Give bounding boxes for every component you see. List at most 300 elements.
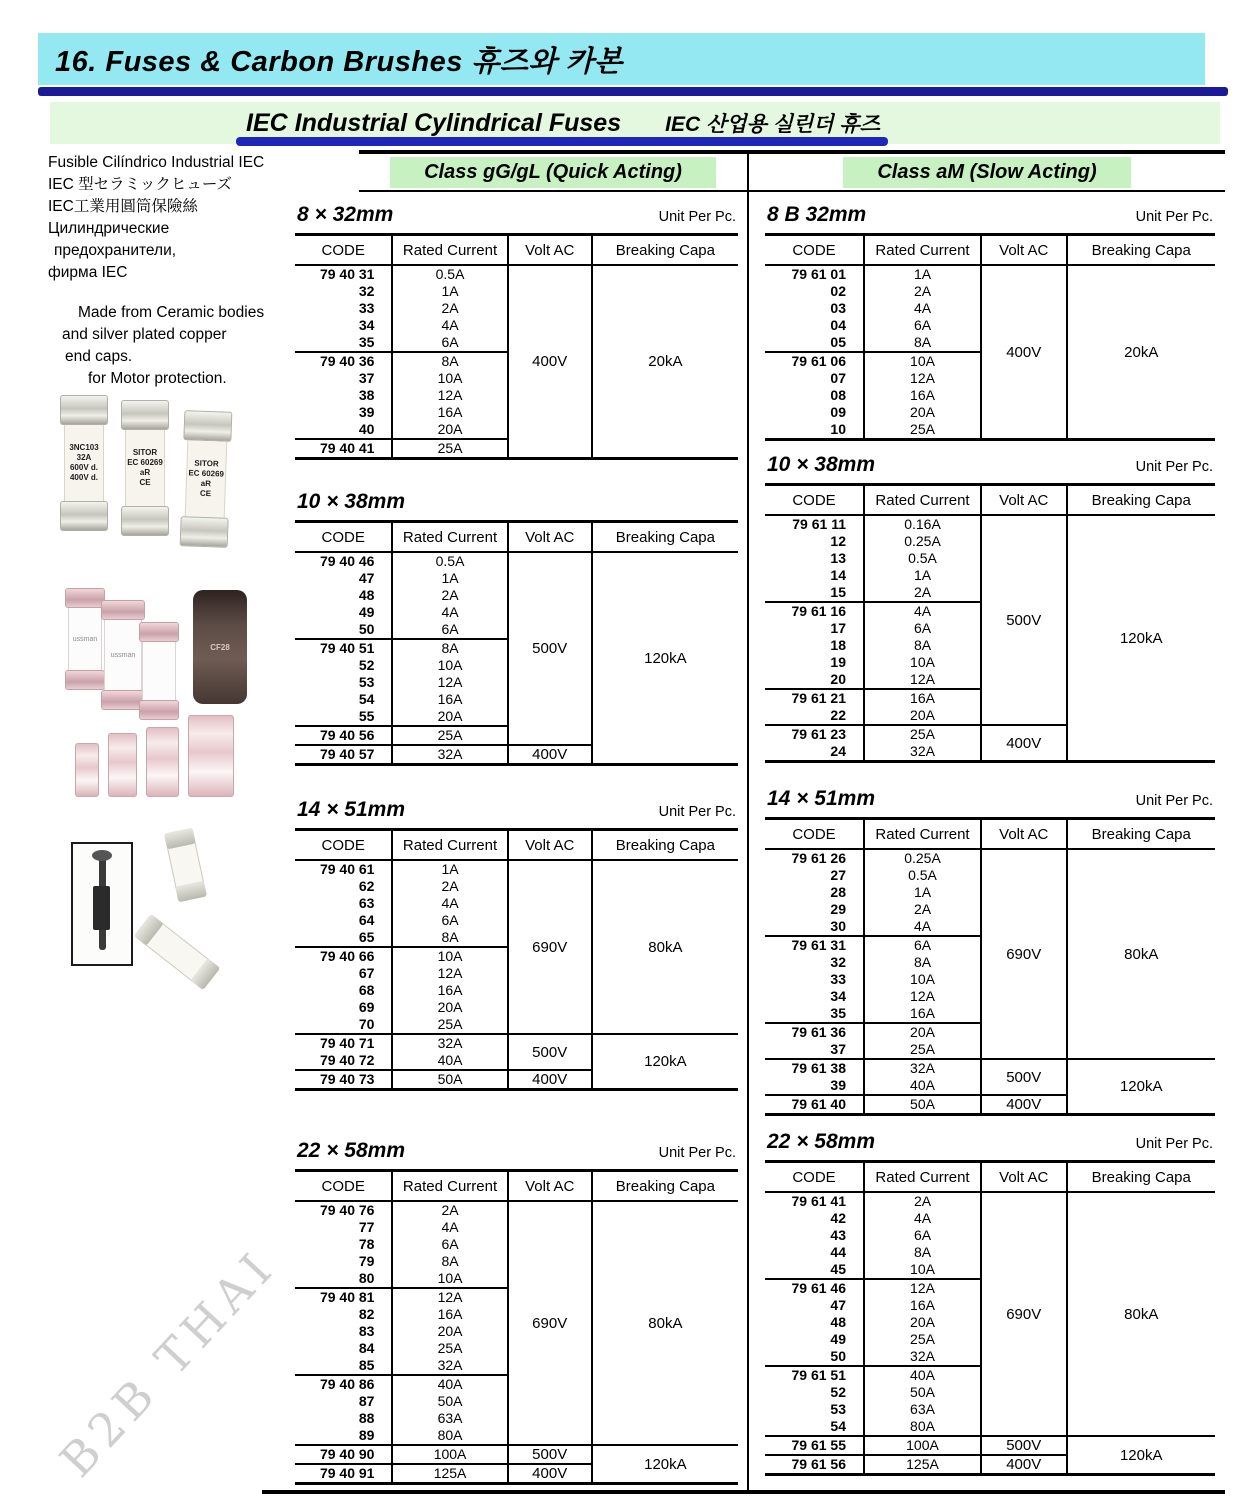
column-header: Rated Current bbox=[864, 235, 981, 266]
size-title: 8 × 32mm bbox=[297, 203, 394, 226]
code-cell: 54 bbox=[765, 1418, 864, 1436]
table-row bbox=[295, 860, 738, 878]
title-underline bbox=[236, 137, 888, 146]
rated-current-cell: 20A bbox=[864, 1314, 981, 1331]
rated-current-cell: 25A bbox=[864, 1331, 981, 1348]
rated-current-cell: 125A bbox=[864, 1455, 981, 1475]
unit-label: Unit Per Pc. bbox=[1135, 793, 1213, 809]
unit-label: Unit Per Pc. bbox=[1135, 209, 1213, 225]
rated-current-cell: 4A bbox=[392, 895, 507, 912]
fuse-photo-group-small bbox=[75, 715, 234, 797]
rated-current-cell: 0.16A bbox=[864, 515, 981, 533]
volt-ac-cell: 500V bbox=[508, 1034, 592, 1070]
rated-current-cell: 25A bbox=[864, 725, 981, 743]
rated-current-cell: 8A bbox=[392, 1253, 507, 1270]
column-header: Rated Current bbox=[864, 485, 981, 516]
table-header-row bbox=[765, 819, 1215, 850]
rated-current-cell: 20A bbox=[864, 1023, 981, 1041]
column-header: CODE bbox=[765, 235, 864, 266]
code-cell: 15 bbox=[765, 584, 864, 602]
rated-current-cell: 40A bbox=[864, 1077, 981, 1095]
rated-current-cell: 10A bbox=[864, 654, 981, 671]
code-cell: 77 bbox=[295, 1219, 392, 1236]
code-cell: 30 bbox=[765, 918, 864, 936]
rated-current-cell: 6A bbox=[864, 1227, 981, 1244]
table-header-row bbox=[765, 235, 1215, 266]
page-header-title: 16. Fuses & Carbon Brushes 휴즈와 카본 bbox=[55, 45, 623, 78]
rated-current-cell: 16A bbox=[864, 1005, 981, 1023]
size-section bbox=[295, 203, 738, 460]
size-section bbox=[765, 1130, 1215, 1476]
rated-current-cell: 25A bbox=[864, 1041, 981, 1059]
column-header: CODE bbox=[765, 1162, 864, 1193]
code-cell: 33 bbox=[295, 300, 392, 317]
class-header bbox=[359, 150, 747, 192]
code-cell: 67 bbox=[295, 965, 392, 982]
rated-current-cell: 4A bbox=[864, 602, 981, 620]
fuse-photo-siemens: 3NC103 32A 600V d. 400V d. bbox=[60, 395, 108, 531]
volt-ac-cell: 400V bbox=[508, 1070, 592, 1090]
sections-am bbox=[749, 192, 1225, 1476]
column-header: CODE bbox=[295, 522, 392, 553]
breaking-capa-cell: 120kA bbox=[1067, 1436, 1216, 1475]
fuse-spec-table bbox=[765, 233, 1215, 441]
description-line: for Motor protection. bbox=[88, 370, 227, 387]
fuse-cap bbox=[60, 501, 108, 531]
breaking-capa-cell: 80kA bbox=[592, 860, 738, 1034]
rated-current-cell: 10A bbox=[864, 971, 981, 988]
column-header: Breaking Capa bbox=[592, 1171, 738, 1202]
code-cell: 53 bbox=[295, 674, 392, 691]
class-column-am bbox=[749, 150, 1225, 1490]
volt-ac-cell: 500V bbox=[981, 1059, 1067, 1095]
column-header: Rated Current bbox=[864, 819, 981, 850]
rated-current-cell: 1A bbox=[392, 860, 507, 878]
rated-current-cell: 100A bbox=[864, 1436, 981, 1455]
column-header: Rated Current bbox=[864, 1162, 981, 1193]
breaking-capa-cell: 120kA bbox=[592, 552, 738, 765]
rated-current-cell: 12A bbox=[392, 387, 507, 404]
code-cell: 55 bbox=[295, 708, 392, 726]
size-title: 22 × 58mm bbox=[297, 1139, 405, 1162]
unit-label: Unit Per Pc. bbox=[1135, 1136, 1213, 1152]
code-cell: 79 61 01 bbox=[765, 265, 864, 283]
code-cell: 17 bbox=[765, 620, 864, 637]
code-cell: 13 bbox=[765, 550, 864, 567]
code-cell: 28 bbox=[765, 884, 864, 901]
rated-current-cell: 2A bbox=[864, 1192, 981, 1210]
rated-current-cell: 16A bbox=[392, 982, 507, 999]
rated-current-cell: 125A bbox=[392, 1464, 507, 1484]
table-header-row bbox=[295, 1171, 738, 1202]
rated-current-cell: 16A bbox=[392, 691, 507, 708]
breaking-capa-cell: 20kA bbox=[1067, 265, 1216, 440]
fuse-photo-small bbox=[75, 743, 99, 797]
rated-current-cell: 8A bbox=[864, 334, 981, 352]
rated-current-cell: 32A bbox=[392, 1357, 507, 1375]
code-cell: 84 bbox=[295, 1340, 392, 1357]
rated-current-cell: 0.5A bbox=[392, 552, 507, 570]
rated-current-cell: 4A bbox=[864, 918, 981, 936]
code-cell: 79 40 71 bbox=[295, 1034, 392, 1052]
breaking-capa-cell: 120kA bbox=[592, 1445, 738, 1484]
code-cell: 79 61 46 bbox=[765, 1279, 864, 1297]
size-section bbox=[295, 1139, 738, 1485]
header-underline bbox=[38, 87, 1228, 96]
volt-ac-cell: 690V bbox=[508, 860, 592, 1034]
rated-current-cell: 20A bbox=[392, 708, 507, 726]
description-line: Made from Ceramic bodies bbox=[78, 304, 265, 321]
rated-current-cell: 16A bbox=[392, 404, 507, 421]
code-cell: 79 40 72 bbox=[295, 1052, 392, 1070]
code-cell: 70 bbox=[295, 1016, 392, 1034]
code-cell: 24 bbox=[765, 743, 864, 762]
rated-current-cell: 6A bbox=[392, 912, 507, 929]
rated-current-cell: 32A bbox=[392, 745, 507, 765]
code-cell: 27 bbox=[765, 867, 864, 884]
rated-current-cell: 2A bbox=[864, 283, 981, 300]
class-column-gg-gl bbox=[291, 150, 749, 1490]
rated-current-cell: 1A bbox=[864, 567, 981, 584]
code-cell: 63 bbox=[295, 895, 392, 912]
code-cell: 79 40 56 bbox=[295, 726, 392, 745]
rated-current-cell: 32A bbox=[864, 1059, 981, 1077]
code-cell: 52 bbox=[295, 657, 392, 674]
sidebar bbox=[35, 150, 291, 1498]
code-cell: 48 bbox=[295, 587, 392, 604]
table-row bbox=[295, 1201, 738, 1219]
fuse-puller-photo-box bbox=[71, 842, 133, 966]
rated-current-cell: 4A bbox=[392, 317, 507, 334]
volt-ac-cell: 690V bbox=[981, 849, 1067, 1059]
fuse-spec-table bbox=[295, 233, 738, 460]
rated-current-cell: 1A bbox=[864, 265, 981, 283]
rated-current-cell: 50A bbox=[392, 1393, 507, 1410]
column-header: Breaking Capa bbox=[592, 522, 738, 553]
fuse-spec-table bbox=[765, 483, 1215, 763]
column-header: Breaking Capa bbox=[592, 830, 738, 861]
class-title-gg-gl: Class gG/gL (Quick Acting) bbox=[390, 157, 716, 188]
code-cell: 04 bbox=[765, 317, 864, 334]
code-cell: 29 bbox=[765, 901, 864, 918]
rated-current-cell: 20A bbox=[392, 999, 507, 1016]
content-row bbox=[35, 150, 1225, 1498]
size-section bbox=[295, 490, 738, 766]
column-header: Volt AC bbox=[508, 522, 592, 553]
class-header bbox=[749, 150, 1225, 192]
fuse-photo-group-accessories bbox=[71, 830, 281, 970]
page-title-band bbox=[50, 102, 1220, 144]
table-row bbox=[765, 1192, 1215, 1210]
code-cell: 79 40 91 bbox=[295, 1464, 392, 1484]
code-cell: 50 bbox=[765, 1348, 864, 1366]
table-row bbox=[765, 1059, 1215, 1077]
code-cell: 34 bbox=[765, 988, 864, 1005]
rated-current-cell: 50A bbox=[864, 1095, 981, 1115]
code-cell: 18 bbox=[765, 637, 864, 654]
rated-current-cell: 10A bbox=[392, 370, 507, 387]
rated-current-cell: 8A bbox=[864, 954, 981, 971]
unit-label: Unit Per Pc. bbox=[658, 1145, 736, 1161]
code-cell: 79 40 46 bbox=[295, 552, 392, 570]
code-cell: 79 40 66 bbox=[295, 947, 392, 965]
rated-current-cell: 8A bbox=[392, 352, 507, 370]
code-cell: 48 bbox=[765, 1314, 864, 1331]
code-cell: 79 61 16 bbox=[765, 602, 864, 620]
unit-label: Unit Per Pc. bbox=[658, 804, 736, 820]
code-cell: 44 bbox=[765, 1244, 864, 1261]
rated-current-cell: 6A bbox=[864, 936, 981, 954]
rated-current-cell: 6A bbox=[864, 620, 981, 637]
fuse-photo-white bbox=[164, 828, 207, 902]
code-cell: 34 bbox=[295, 317, 392, 334]
table-row bbox=[765, 849, 1215, 867]
rated-current-cell: 16A bbox=[864, 1297, 981, 1314]
table-row bbox=[295, 552, 738, 570]
code-cell: 47 bbox=[765, 1297, 864, 1314]
column-header: Breaking Capa bbox=[1067, 485, 1216, 516]
rated-current-cell: 8A bbox=[392, 639, 507, 657]
code-cell: 79 61 11 bbox=[765, 515, 864, 533]
code-cell: 79 61 06 bbox=[765, 352, 864, 370]
code-cell: 14 bbox=[765, 567, 864, 584]
code-cell: 45 bbox=[765, 1261, 864, 1279]
size-title: 10 × 38mm bbox=[297, 490, 405, 513]
code-cell: 52 bbox=[765, 1384, 864, 1401]
code-cell: 50 bbox=[295, 621, 392, 639]
volt-ac-cell: 400V bbox=[981, 725, 1067, 762]
code-cell: 42 bbox=[765, 1210, 864, 1227]
rated-current-cell: 40A bbox=[392, 1052, 507, 1070]
code-cell: 12 bbox=[765, 533, 864, 550]
rated-current-cell: 10A bbox=[864, 1261, 981, 1279]
code-cell: 79 40 57 bbox=[295, 745, 392, 765]
breaking-capa-cell: 120kA bbox=[592, 1034, 738, 1090]
product-description bbox=[35, 302, 264, 390]
rated-current-cell: 25A bbox=[392, 1016, 507, 1034]
fuse-photo-white-tilted bbox=[134, 914, 221, 990]
code-cell: 38 bbox=[295, 387, 392, 404]
rated-current-cell: 6A bbox=[392, 1236, 507, 1253]
fuse-cap bbox=[180, 516, 229, 548]
code-cell: 35 bbox=[765, 1005, 864, 1023]
code-cell: 79 40 31 bbox=[295, 265, 392, 283]
column-header: Breaking Capa bbox=[1067, 235, 1216, 266]
code-cell: 79 40 36 bbox=[295, 352, 392, 370]
page-title-ko: IEC 산업용 실린더 휴즈 bbox=[665, 113, 880, 136]
rated-current-cell: 2A bbox=[392, 587, 507, 604]
size-title: 14 × 51mm bbox=[767, 787, 875, 810]
column-header: Breaking Capa bbox=[1067, 1162, 1216, 1193]
rated-current-cell: 80A bbox=[864, 1418, 981, 1436]
rated-current-cell: 2A bbox=[392, 878, 507, 895]
code-cell: 64 bbox=[295, 912, 392, 929]
breaking-capa-cell: 120kA bbox=[1067, 1059, 1216, 1115]
code-cell: 39 bbox=[295, 404, 392, 421]
code-cell: 78 bbox=[295, 1236, 392, 1253]
rated-current-cell: 20A bbox=[864, 707, 981, 725]
code-cell: 79 61 23 bbox=[765, 725, 864, 743]
fuse-spec-table bbox=[765, 1160, 1215, 1476]
rated-current-cell: 0.25A bbox=[864, 849, 981, 867]
multilingual-intro bbox=[48, 152, 264, 284]
size-section bbox=[295, 798, 738, 1091]
fuse-photo-small bbox=[146, 727, 179, 797]
fuse-spec-table bbox=[295, 828, 738, 1091]
code-cell: 20 bbox=[765, 671, 864, 689]
column-header: Volt AC bbox=[508, 235, 592, 266]
volt-ac-cell: 400V bbox=[508, 265, 592, 459]
rated-current-cell: 63A bbox=[392, 1410, 507, 1427]
code-cell: 10 bbox=[765, 421, 864, 440]
code-cell: 79 61 56 bbox=[765, 1455, 864, 1475]
code-cell: 69 bbox=[295, 999, 392, 1016]
code-cell: 79 bbox=[295, 1253, 392, 1270]
code-cell: 79 40 73 bbox=[295, 1070, 392, 1090]
code-cell: 53 bbox=[765, 1401, 864, 1418]
breaking-capa-cell: 120kA bbox=[1067, 515, 1216, 762]
fuse-spec-table bbox=[295, 1169, 738, 1485]
description-line: and silver plated copper bbox=[62, 326, 227, 343]
size-section bbox=[765, 787, 1215, 1116]
page-title-en: IEC Industrial Cylindrical Fuses bbox=[246, 108, 622, 137]
column-header: Rated Current bbox=[392, 235, 507, 266]
volt-ac-cell: 400V bbox=[981, 265, 1067, 440]
rated-current-cell: 20A bbox=[864, 404, 981, 421]
intro-line-es: Fusible Cilíndrico Industrial IEC bbox=[48, 154, 265, 171]
class-title-am: Class aM (Slow Acting) bbox=[843, 157, 1130, 188]
code-cell: 65 bbox=[295, 929, 392, 947]
rated-current-cell: 2A bbox=[864, 584, 981, 602]
column-header: Rated Current bbox=[392, 830, 507, 861]
code-cell: 79 61 36 bbox=[765, 1023, 864, 1041]
rated-current-cell: 2A bbox=[392, 300, 507, 317]
volt-ac-cell: 500V bbox=[981, 515, 1067, 725]
rated-current-cell: 0.5A bbox=[392, 265, 507, 283]
rated-current-cell: 8A bbox=[864, 637, 981, 654]
fuse-photo-small bbox=[108, 733, 137, 797]
unit-label: Unit Per Pc. bbox=[1135, 459, 1213, 475]
intro-line-ru-1: Цилиндрические bbox=[48, 220, 170, 237]
rated-current-cell: 10A bbox=[392, 1270, 507, 1288]
rated-current-cell: 16A bbox=[864, 387, 981, 404]
code-cell: 62 bbox=[295, 878, 392, 895]
rated-current-cell: 12A bbox=[392, 965, 507, 982]
column-header: Breaking Capa bbox=[592, 235, 738, 266]
code-cell: 68 bbox=[295, 982, 392, 999]
size-section bbox=[765, 453, 1215, 763]
rated-current-cell: 6A bbox=[392, 621, 507, 639]
rated-current-cell: 100A bbox=[392, 1445, 507, 1464]
fuse-photo-group-medium bbox=[65, 580, 275, 715]
rated-current-cell: 25A bbox=[864, 421, 981, 440]
volt-ac-cell: 500V bbox=[508, 552, 592, 745]
fuse-puller bbox=[99, 854, 106, 950]
code-cell: 03 bbox=[765, 300, 864, 317]
column-header: Rated Current bbox=[392, 522, 507, 553]
rated-current-cell: 2A bbox=[392, 1201, 507, 1219]
rated-current-cell: 25A bbox=[392, 726, 507, 745]
table-header-row bbox=[295, 830, 738, 861]
table-row bbox=[765, 1436, 1215, 1455]
volt-ac-cell: 400V bbox=[508, 745, 592, 765]
code-cell: 32 bbox=[295, 283, 392, 300]
table-row bbox=[295, 1034, 738, 1052]
unit-label: Unit Per Pc. bbox=[658, 209, 736, 225]
table-header-row bbox=[765, 485, 1215, 516]
column-header: Volt AC bbox=[981, 235, 1067, 266]
code-cell: 35 bbox=[295, 334, 392, 352]
rated-current-cell: 12A bbox=[864, 1279, 981, 1297]
fuse-photo-sitor-2: SITOR EC 60269 aR CE bbox=[180, 410, 233, 548]
rated-current-cell: 20A bbox=[392, 421, 507, 439]
rated-current-cell: 32A bbox=[864, 1348, 981, 1366]
code-cell: 07 bbox=[765, 370, 864, 387]
sections-gg-gl bbox=[291, 192, 747, 1485]
rated-current-cell: 12A bbox=[864, 671, 981, 689]
code-cell: 19 bbox=[765, 654, 864, 671]
code-cell: 79 61 41 bbox=[765, 1192, 864, 1210]
code-cell: 37 bbox=[295, 370, 392, 387]
size-section bbox=[765, 203, 1215, 441]
rated-current-cell: 0.5A bbox=[864, 550, 981, 567]
column-header: Volt AC bbox=[508, 1171, 592, 1202]
code-cell: 08 bbox=[765, 387, 864, 404]
rated-current-cell: 16A bbox=[864, 689, 981, 707]
table-header-row bbox=[295, 235, 738, 266]
rated-current-cell: 1A bbox=[392, 570, 507, 587]
spec-tables-area bbox=[291, 150, 1225, 1498]
column-header: Volt AC bbox=[981, 819, 1067, 850]
code-cell: 79 40 76 bbox=[295, 1201, 392, 1219]
code-cell: 33 bbox=[765, 971, 864, 988]
code-cell: 49 bbox=[765, 1331, 864, 1348]
code-cell: 82 bbox=[295, 1306, 392, 1323]
intro-line-ja: IEC 型セラミックヒューズ bbox=[48, 176, 233, 193]
rated-current-cell: 4A bbox=[864, 1210, 981, 1227]
table-row bbox=[765, 515, 1215, 533]
code-cell: 79 40 86 bbox=[295, 1375, 392, 1393]
column-header: CODE bbox=[295, 830, 392, 861]
rated-current-cell: 32A bbox=[864, 743, 981, 762]
rated-current-cell: 4A bbox=[392, 604, 507, 621]
code-cell: 39 bbox=[765, 1077, 864, 1095]
rated-current-cell: 80A bbox=[392, 1427, 507, 1445]
breaking-capa-cell: 80kA bbox=[1067, 849, 1216, 1059]
column-header: Volt AC bbox=[508, 830, 592, 861]
fuse-spec-table bbox=[765, 817, 1215, 1116]
table-row bbox=[295, 265, 738, 283]
rated-current-cell: 4A bbox=[392, 1219, 507, 1236]
column-header: Breaking Capa bbox=[1067, 819, 1216, 850]
code-cell: 79 40 61 bbox=[295, 860, 392, 878]
table-row bbox=[295, 1445, 738, 1464]
size-title: 8 B 32mm bbox=[767, 203, 867, 226]
watermark: B2B THAI bbox=[49, 1238, 287, 1488]
rated-current-cell: 25A bbox=[392, 1340, 507, 1357]
breaking-capa-cell: 20kA bbox=[592, 265, 738, 459]
rated-current-cell: 32A bbox=[392, 1034, 507, 1052]
volt-ac-cell: 500V bbox=[508, 1445, 592, 1464]
code-cell: 79 40 51 bbox=[295, 639, 392, 657]
code-cell: 79 40 90 bbox=[295, 1445, 392, 1464]
intro-line-ru-3: фирма IEC bbox=[48, 264, 128, 281]
fuse-photo-pink: ussman bbox=[101, 600, 145, 710]
rated-current-cell: 0.5A bbox=[864, 867, 981, 884]
fuse-cap bbox=[121, 506, 169, 536]
code-cell: 09 bbox=[765, 404, 864, 421]
volt-ac-cell: 500V bbox=[981, 1436, 1067, 1455]
